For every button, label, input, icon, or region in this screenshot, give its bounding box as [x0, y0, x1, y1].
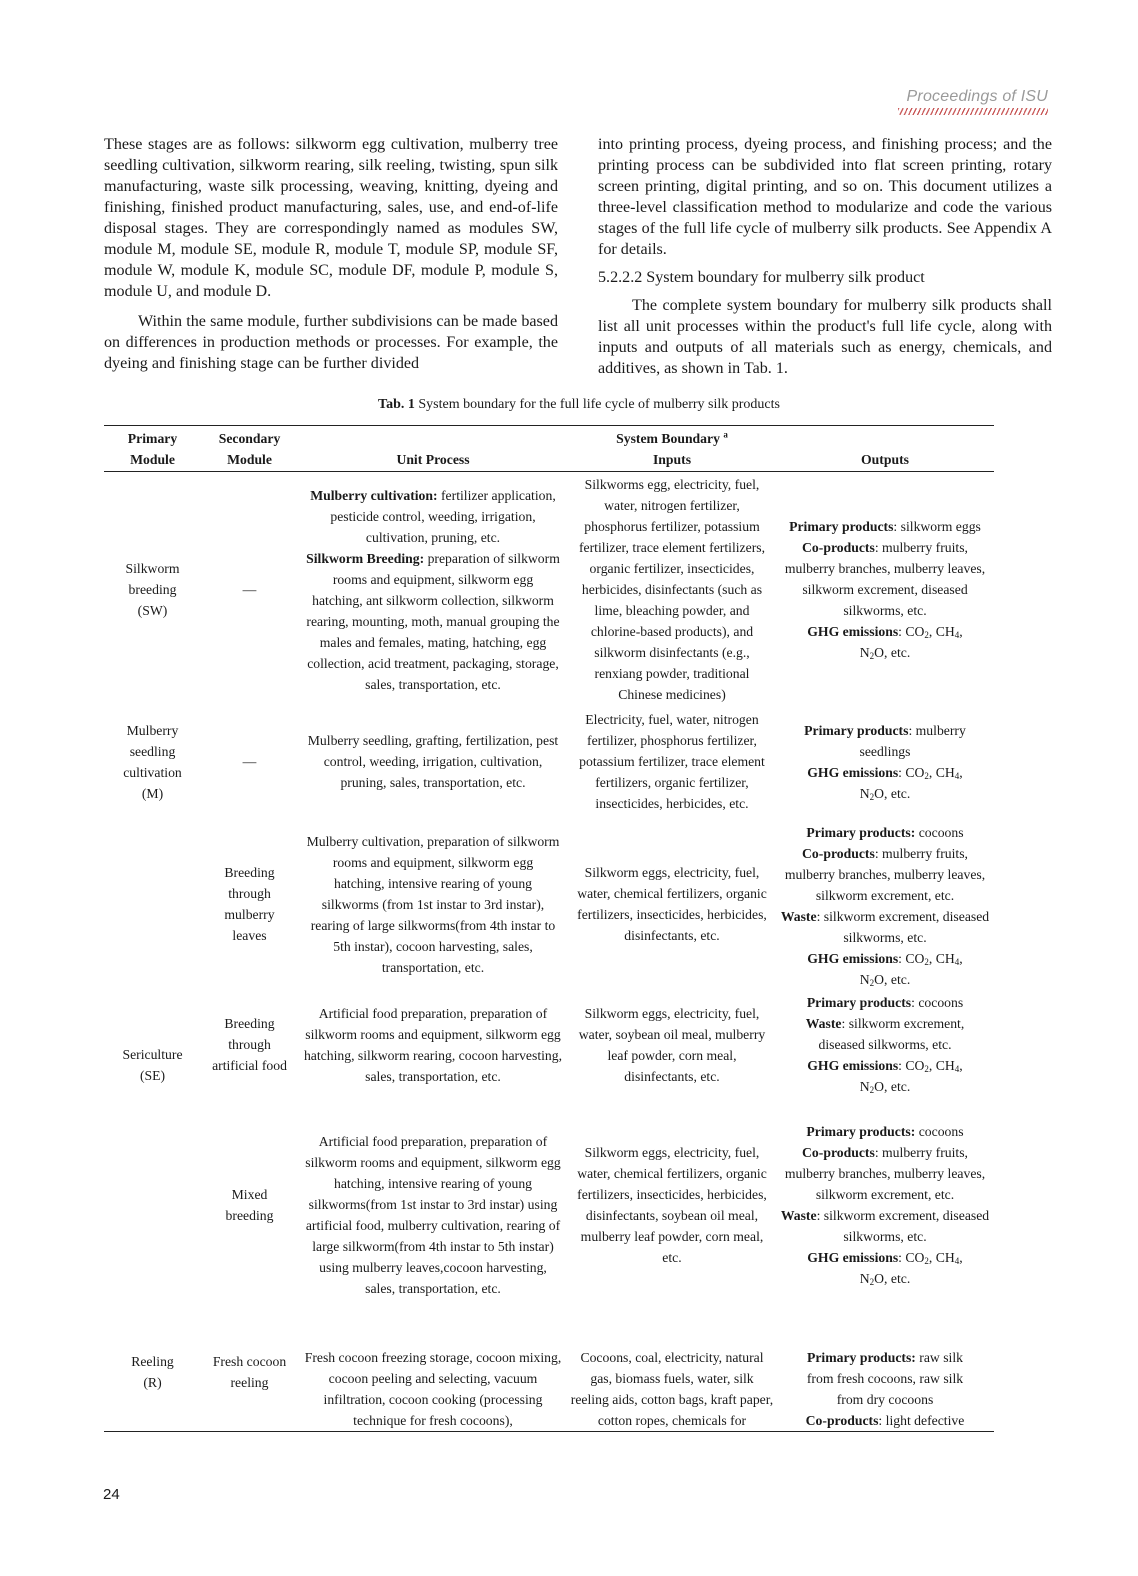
table-caption: [104, 397, 1054, 413]
table-caption-text: System boundary for the full life cycle of mulberry silk products: [414, 397, 780, 412]
paragraph: These stages are as follows: silkworm egg cultivation, mulberry tree seedling cultivation, silkworm rearing, silk reeling, twisting, spun silk manufacturing, waste silk processing, weaving, knitting, dyeing and finishing, finished product manufacturing, sales, use, and end-of-life disposal stages. They are correspondingly named as modules SW, module M, module SE, module R, module T, module SP, module SF, module W, module K, module SC, module DF, module P, module S, module U, and module D.: [104, 136, 558, 300]
outputs-cell: Primary products: cocoons Co-products: mulberry fruits, mulberry branches, mulberry leaves, silkworm excrement, etc. Waste: silkworm excrement, diseased silkworms, etc. GHG emissions: $CO_2$, $CH_4$, $N_2O$, etc.: [780, 825, 990, 988]
secondary-module-cell: —: [242, 754, 257, 769]
outputs-cell: Primary products: raw silk from fresh cocoons, raw silk from dry cocoons Co-products: light defective: [776, 1313, 994, 1432]
page-number: 24: [103, 1486, 120, 1503]
secondary-module-cell: Breeding through mulberry leaves: [224, 865, 275, 943]
table-row: [104, 1313, 994, 1432]
secondary-module-cell: Breeding through artificial food: [212, 1016, 287, 1073]
running-head: [898, 88, 1048, 115]
secondary-module-cell: Mixed breeding: [225, 1187, 274, 1223]
paragraph: Within the same module, further subdivisions can be made based on differences in production methods or processes. For example, the dyeing and finishing stage can be further divided: [104, 313, 558, 372]
secondary-module-cell: —: [242, 582, 257, 597]
unit-process-cell: Artificial food preparation, preparation of silkworm rooms and equipment, silkworm egg hatching, intensive rearing of young silkworms(from 1st instar to 3rd instar) using artificial food, mulberry cultivation, rearing of large silkworm(from 4th instar to 5th instar) using mulberry leaves,cocoon harvesting, sales, transportation, etc.: [305, 1134, 561, 1296]
outputs-cell: Primary products: mulberry seedlings GHG emissions: $CO_2$, $CH_4$, $N_2O$, etc.: [804, 722, 966, 802]
table-row: [104, 1097, 994, 1313]
inputs-cell: Silkworm eggs, electricity, fuel, water, chemical fertilizers, organic fertilizers, insecticides, herbicides, disinfectants, soybean oil meal, mulberry leaf powder, corn meal, etc.: [577, 1145, 767, 1265]
primary-module-cell: Sericulture (SE): [122, 1046, 183, 1083]
header-secondary-module: Module: [201, 449, 298, 472]
header-primary-module: Module: [104, 449, 201, 472]
right-column: [598, 134, 1052, 379]
outputs-cell: Primary products: cocoons Co-products: mulberry fruits, mulberry branches, mulberry leaves, silkworm excrement, etc. Waste: silkworm excrement, diseased silkworms, etc. GHG emissions: $CO_2$, $CH_4$, $N_2O$, etc.: [780, 1124, 990, 1287]
outputs-cell: Primary products: cocoons Waste: silkworm excrement, diseased silkworms, etc. GHG emissions: $CO_2$, $CH_4$, $N_2O$, etc.: [805, 995, 965, 1095]
table-row: [104, 992, 994, 1097]
left-column: [104, 134, 558, 374]
primary-module-cell: Silkworm breeding (SW): [125, 561, 180, 618]
primary-module-cell: Mulberry seedling cultivation (M): [123, 722, 182, 801]
inputs-cell: Silkworm eggs, electricity, fuel, water, soybean oil meal, mulberry leaf powder, corn meal, disinfectants, etc.: [578, 1005, 766, 1084]
paragraph: The complete system boundary for mulberry silk products shall list all unit processes within the product's full life cycle, along with inputs and outputs of all materials such as energy, chemicals, and additives, as shown in Tab. 1.: [598, 297, 1052, 377]
header-secondary: Secondary: [201, 426, 298, 450]
primary-module-cell: Reeling (R): [104, 1313, 201, 1432]
unit-process-cell: Mulberry cultivation: fertilizer application, pesticide control, weeding, irrigation, cultivation, pruning, etc. Silkworm Breeding: preparation of silkworm rooms and equipment, silkworm egg hatching, ant silkworm collection, silkworm rearing, mounting, moth, manual grouping the males and females, mating, hatching, egg collection, acid treatment, packaging, storage, sales, transportation, etc.: [306, 487, 560, 692]
journal-title: Proceedings of ISU: [906, 88, 1048, 105]
table-row: [104, 707, 994, 816]
inputs-cell: Electricity, fuel, water, nitrogen fertilizer, phosphorus fertilizer, potassium fertilizer, trace element fertilizers, organic fertilizer, insecticides, herbicides, etc.: [579, 712, 765, 811]
inputs-cell: Cocoons, coal, electricity, natural gas, biomass fuels, water, silk reeling aids, cotton bags, kraft paper, cotton ropes, chemicals for: [568, 1313, 776, 1432]
unit-process-cell: Mulberry seedling, grafting, fertilization, pest control, weeding, irrigation, cultivation, pruning, sales, transportation, etc.: [307, 733, 559, 790]
inputs-cell: Silkworms egg, electricity, fuel, water, nitrogen fertilizer, phosphorus fertilizer, potassium fertilizer, trace element fertilizers, organic fertilizer, insecticides, herbicides, disinfectants (such as lime, bleaching powder, and chlorine-based products), and silkworm disinfectants (e.g., renxiang powder, traditional Chinese medicines): [578, 477, 766, 702]
footnote-marker: a: [723, 429, 728, 440]
unit-process-cell: Artificial food preparation, preparation of silkworm rooms and equipment, silkworm egg hatching, silkworm rearing, cocoon harvesting, sales, transportation, etc.: [303, 1005, 563, 1084]
outputs-cell: Primary products: silkworm eggs Co-products: mulberry fruits, mulberry branches, mulberry leaves, silkworm excrement, diseased silkworms, etc. GHG emissions: $CO_2$, $CH_4$, $N_2O$, etc.: [784, 519, 986, 661]
table-row: [104, 472, 994, 708]
table-row: [104, 816, 994, 992]
unit-process-cell: Fresh cocoon freezing storage, cocoon mixing, cocoon peeling and selecting, vacuum infiltration, cocoon cooking (processing technique for fresh cocoons),: [298, 1313, 568, 1432]
inputs-cell: Silkworm eggs, electricity, fuel, water, chemical fertilizers, organic fertilizers, insecticides, herbicides, disinfectants, etc.: [577, 865, 767, 943]
table-caption-label: Tab. 1: [378, 397, 415, 412]
header-inputs: Inputs: [568, 449, 776, 472]
section-heading: 5.2.2.2 System boundary for mulberry silk product: [598, 269, 925, 286]
paragraph: into printing process, dyeing process, and finishing process; and the printing process can be subdivided into flat screen printing, rotary screen printing, digital printing, and so on. This document utilizes a three-level classification method to modularize and code the various stages of the full life cycle of mulberry silk products. See Appendix A for details.: [598, 136, 1052, 258]
header-unit-process: Unit Process: [298, 449, 568, 472]
header-hatch-rule: [898, 108, 1048, 115]
system-boundary-table: [104, 425, 994, 1432]
secondary-module-cell: Fresh cocoon reeling: [201, 1313, 298, 1432]
header-system-boundary: System Boundary $^a$: [568, 426, 776, 450]
unit-process-cell: Mulberry cultivation, preparation of silkworm rooms and equipment, silkworm egg hatching, intensive rearing of young silkworms (from 1st instar to 3rd instar), rearing of large silkworms(from 4th instar to 5th instar), cocoon harvesting, sales, transportation, etc.: [306, 833, 560, 975]
header-primary: Primary: [104, 426, 201, 450]
header-outputs: Outputs: [776, 449, 994, 472]
